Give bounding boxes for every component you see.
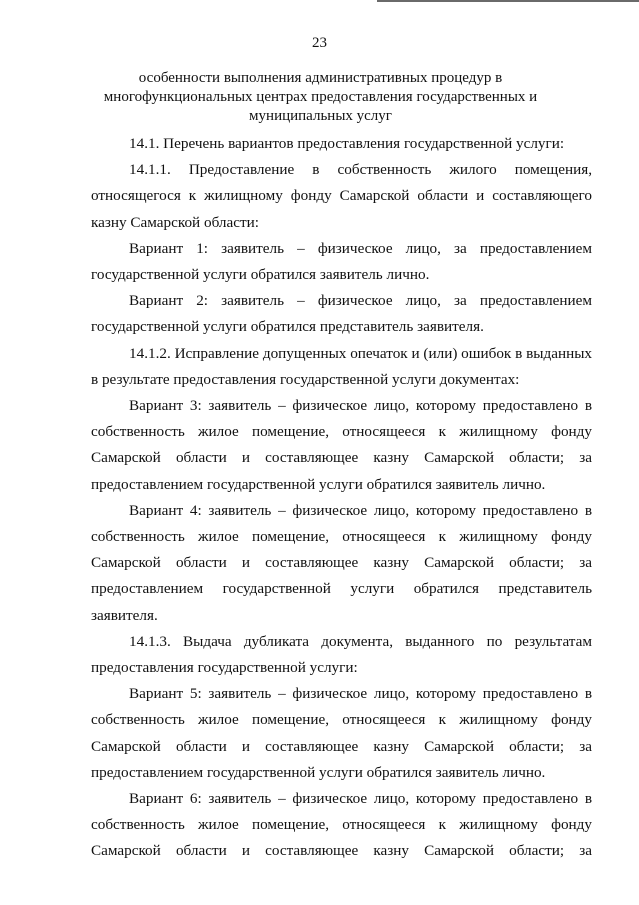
section-heading: особенности выполнения административных процедур в многофункциональных центрах предоставления государственных и муниципальных услуг bbox=[103, 70, 538, 124]
paragraph-14-1-1: 14.1.1. Предоставление в собственность жилого помещения, относящегося к жилищному фонду Самарской области и составляющего казну Самарской области: bbox=[91, 161, 592, 231]
document-body bbox=[91, 131, 592, 865]
paragraph-variant-5: Вариант 5: заявитель – физическое лицо, которому предоставлено в собственность жилое помещение, относящееся к жилищному фонду Самарской области и составляющее казну Самарской области; за предоставлением государственной услуги обратился заявитель лично. bbox=[91, 685, 592, 781]
paragraph-14-1-3: 14.1.3. Выдача дубликата документа, выданного по результатам предоставления государственной услуги: bbox=[91, 632, 592, 677]
paragraph-variant-1: Вариант 1: заявитель – физическое лицо, за предоставлением государственной услуги обратился заявитель лично. bbox=[91, 239, 592, 284]
paragraph-variant-6: Вариант 6: заявитель – физическое лицо, которому предоставлено в собственность жилое помещение, относящееся к жилищному фонду Самарской области и составляющее казну Самарской области; за bbox=[91, 790, 592, 860]
paragraph-variant-2: Вариант 2: заявитель – физическое лицо, за предоставлением государственной услуги обратился представитель заявителя. bbox=[91, 292, 592, 336]
page-number: 23 bbox=[312, 35, 327, 51]
paragraph-variant-3: Вариант 3: заявитель – физическое лицо, которому предоставлено в собственность жилое помещение, относящееся к жилищному фонду Самарской области и составляющее казну Самарской области; за предоставлением государственной услуги обратился заявитель лично. bbox=[91, 397, 592, 493]
paragraph-14-1-2: 14.1.2. Исправление допущенных опечаток и (или) ошибок в выданных в результате предоставления государственной услуги документах: bbox=[91, 344, 592, 388]
paragraph-variant-4: Вариант 4: заявитель – физическое лицо, которому предоставлено в собственность жилое помещение, относящееся к жилищному фонду Самарской области и составляющее казну Самарской области; за предоставлением государственной услуги обратился представитель заявителя. bbox=[91, 501, 592, 624]
scan-edge-line bbox=[377, 0, 639, 2]
paragraph-14-1: 14.1. Перечень вариантов предоставления государственной услуги: bbox=[129, 135, 565, 152]
